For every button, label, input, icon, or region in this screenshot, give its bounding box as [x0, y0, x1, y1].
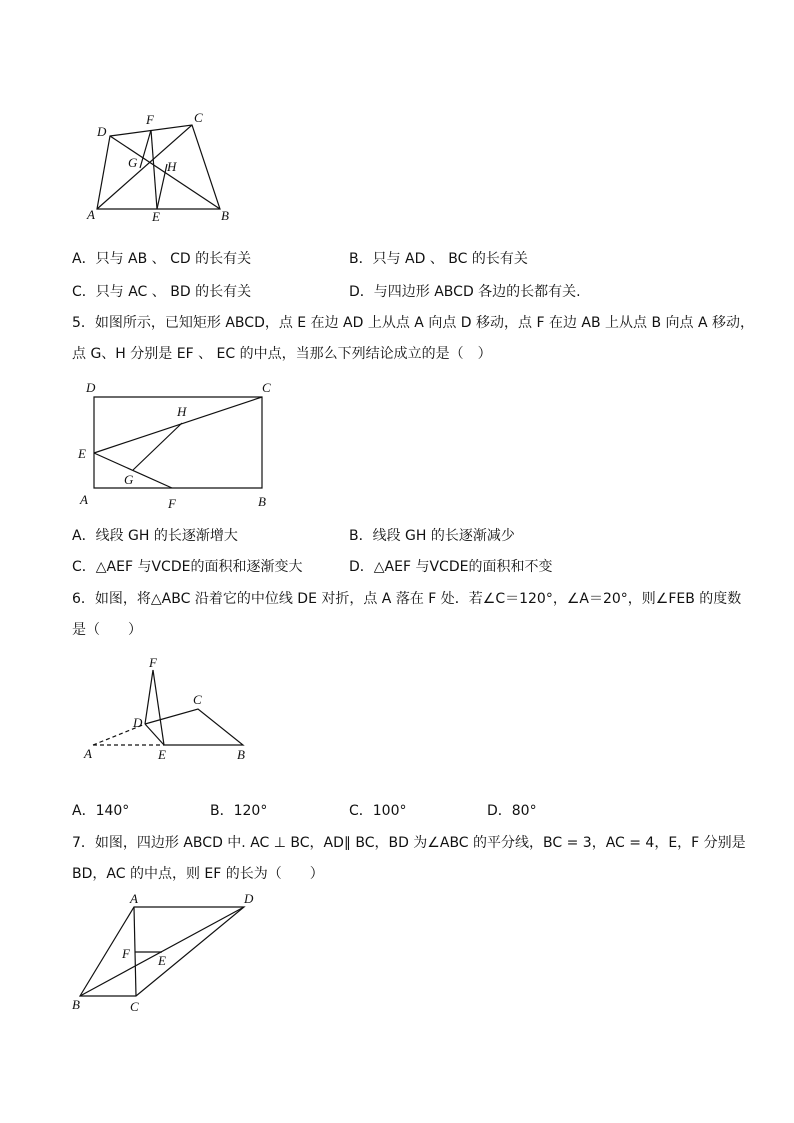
label-a: A	[130, 891, 138, 906]
label-h: H	[177, 404, 187, 419]
label-d: D	[133, 715, 143, 730]
q5-stem-line1: 5．如图所示，已知矩形 ABCD，点 E 在边 AD 上从点 A 向点 D 移动，点 F 在边 AB 上从点 B 向点 A 移动，	[72, 315, 755, 331]
label-f: F	[168, 496, 176, 511]
label-d: D	[244, 891, 254, 906]
label-b: B	[237, 747, 245, 762]
label-h: H	[167, 159, 177, 174]
label-a: A	[84, 746, 92, 761]
label-f: F	[149, 655, 157, 670]
label-e: E	[78, 446, 86, 461]
label-d: D	[86, 380, 96, 395]
segment-fe	[151, 130, 157, 209]
label-d: D	[97, 124, 107, 139]
q5-option-a: A．线段 GH 的长逐渐增大	[72, 528, 238, 544]
q4-option-b: B．只与 AD 、 BC 的长有关	[349, 251, 528, 267]
label-a: A	[87, 207, 95, 222]
label-c: C	[194, 110, 203, 125]
q7-stem-line1: 7．如图，四边形 ABCD 中. AC ⊥ BC，AD∥ BC，BD 为∠ABC 的平分线，BC = 3，AC = 4，E，F 分别是	[72, 835, 746, 851]
segment-fd	[145, 670, 153, 724]
label-c: C	[193, 692, 202, 707]
segment-gh	[133, 423, 182, 470]
label-c: C	[130, 999, 139, 1014]
label-b: B	[72, 997, 80, 1012]
figure-quadrilateral-q7	[66, 888, 266, 1018]
q6-option-b: B．120°	[210, 803, 268, 819]
label-e: E	[152, 209, 160, 224]
label-g: G	[128, 155, 138, 170]
label-g: G	[124, 472, 134, 487]
label-f: F	[122, 946, 130, 961]
q6-option-d: D．80°	[487, 803, 537, 819]
label-e: E	[158, 747, 166, 762]
label-b: B	[258, 494, 266, 509]
q5-option-c: C．△AEF 与VCDE的面积和逐渐变大	[72, 559, 303, 575]
q6-option-a: A．140°	[72, 803, 130, 819]
figure-quadrilateral-q4	[80, 108, 250, 228]
q5-option-b: B．线段 GH 的长逐渐减少	[349, 528, 515, 544]
label-b: B	[221, 208, 229, 223]
label-f: F	[146, 112, 154, 127]
segment-fe	[153, 670, 164, 745]
figure-triangle-fold-q6	[78, 652, 258, 764]
q4-option-c: C．只与 AC 、 BD 的长有关	[72, 284, 252, 300]
diagonal-ca	[97, 125, 192, 209]
q5-stem-line2: 点 G、H 分别是 EF 、 EC 的中点，当那么下列结论成立的是（ ）	[72, 346, 492, 362]
figure-rectangle-q5	[72, 376, 282, 514]
label-a: A	[80, 492, 88, 507]
label-e: E	[158, 953, 166, 968]
q5-option-d: D．△AEF 与VCDE的面积和不变	[349, 559, 553, 575]
q6-stem-line2: 是（ ）	[72, 622, 142, 638]
q6-stem-line1: 6．如图，将△ABC 沿着它的中位线 DE 对折，点 A 落在 F 处．若∠C＝120°，∠A＝20°，则∠FEB 的度数	[72, 591, 742, 607]
q4-option-d: D．与四边形 ABCD 各边的长都有关.	[349, 284, 581, 300]
q7-stem-line2: BD，AC 的中点，则 EF 的长为（ ）	[72, 866, 324, 882]
q4-option-a: A．只与 AB 、 CD 的长有关	[72, 251, 252, 267]
q6-option-c: C．100°	[349, 803, 407, 819]
label-c: C	[262, 380, 271, 395]
